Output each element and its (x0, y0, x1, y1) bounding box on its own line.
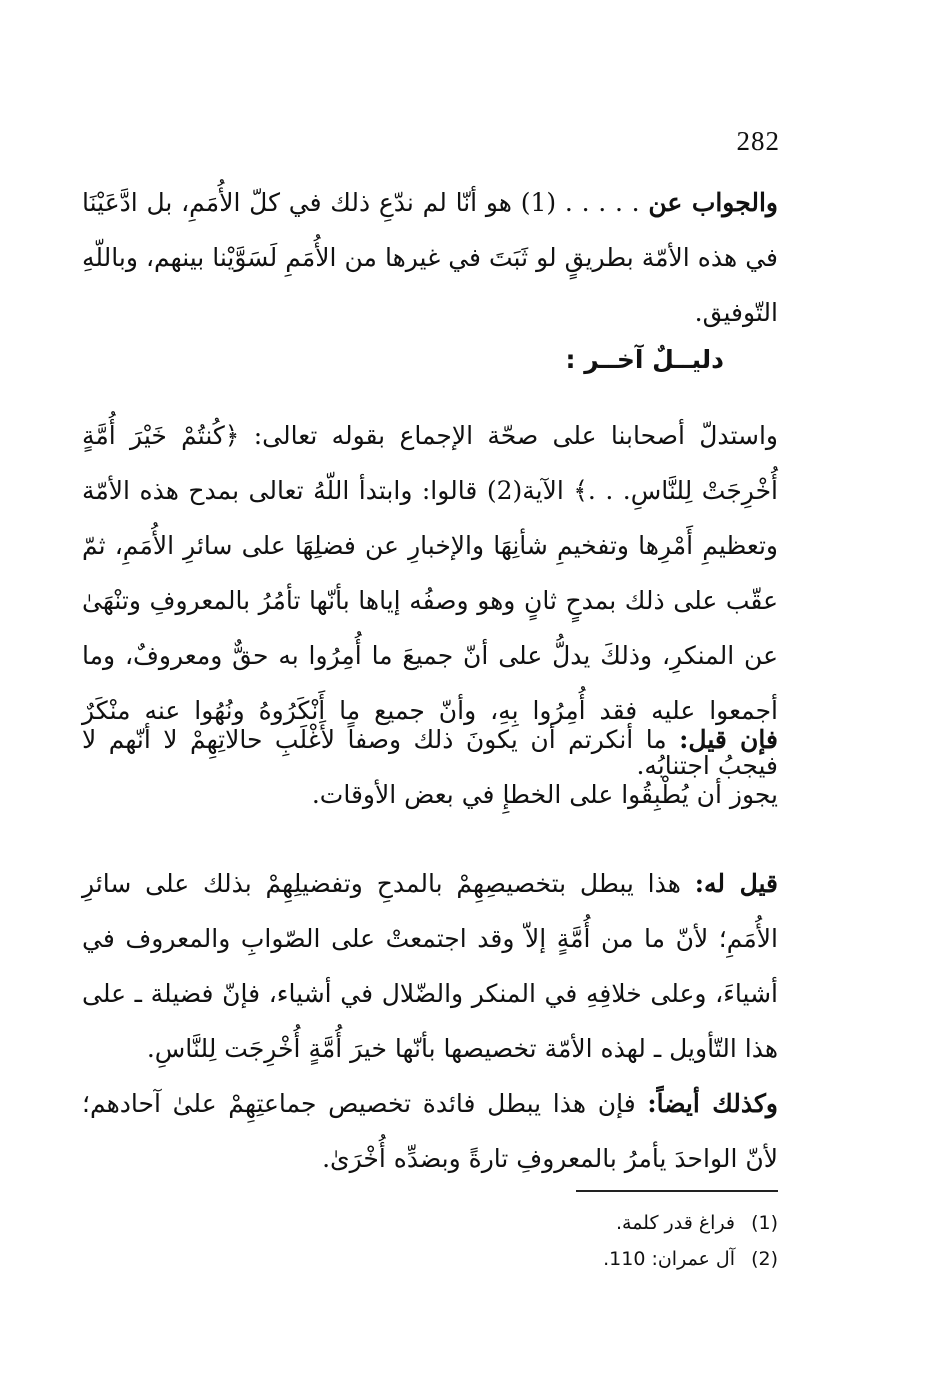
footnote-1 (616, 1208, 778, 1238)
footnote-2 (603, 1244, 778, 1274)
paragraph-reply (82, 856, 778, 1076)
paragraph-text: فإن هذا يبطل فائدة تخصيص جماعتِهِمْ علىٰ آحادهم؛ لأنّ الواحدَ يأمرُ بالمعروفِ تارةً وبضدِّه أُخْرَىٰ. (82, 1089, 778, 1173)
footnote-number: (1) (751, 1212, 778, 1234)
paragraph-text: . . . . . (1) هو أنّا لم ندّعِ ذلك في كلّ الأُمَمِ، بل ادَّعَيْنَا في هذه الأمّة بطريقٍ لو ثَبَتَ في غيرها من الأُمَمِ لَسَوَّيْنا بينهم، وباللّهِ التّوفيق. (82, 188, 778, 327)
paragraph-lead: قيل له: (694, 869, 778, 898)
paragraph-additionally (82, 1076, 778, 1186)
footnote-number: (2) (751, 1248, 778, 1270)
footnote-text: آل عمران: 110. (603, 1248, 736, 1270)
paragraph-lead: فإن قيل: (679, 725, 778, 754)
section-heading: دليــلٌ آخــر : (565, 345, 724, 374)
paragraph-answer (82, 175, 778, 340)
paragraph-objection (82, 712, 778, 822)
paragraph-text: ما أنكرتم أن يكونَ ذلك وصفاً لأَغْلَبِ حالاتِهِمْ لا أنّهم لا يجوز أن يُطْبِقُوا على الخطإِ في بعض الأوقات. (82, 725, 778, 809)
paragraph-lead: وكذلك أيضاً: (647, 1089, 778, 1118)
paragraph-text: واستدلّ أصحابنا على صحّة الإجماع بقوله تعالى: ﴿كُنتُمْ خَيْرَ أُمَّةٍ أُخْرِجَتْ لِلنَّاسِ. . .﴾ الآية(2) قالوا: وابتدأ اللّهُ تعالى بمدح هذه الأمّة وتعظيمِ أَمْرِها وتفخيمِ شأنِهَا والإخبارِ عن فضلِهَا على سائرِ الأُمَمِ، ثمّ عقّب على ذلك بمدحٍ ثانٍ وهو وصفُه إياها بأنّها تأمُرُ بالمعروفِ وتنْهَىٰ عن المنكرِ، وذلكَ يدلُّ على أنّ جميعَ ما أُمِرُوا به حقٌّ ومعروفٌ، وما أجمعوا عليه فقد أُمِرُوا بِهِ، وأنّ جميع ما أَنْكَرُوهُ ونُهُوا عنه منْكَرٌ فيجبُ اجتنابُه. (82, 421, 778, 780)
page-number: 282 (736, 126, 780, 156)
paragraph-text: هذا يبطل بتخصيصِهِمْ بالمدحِ وتفضيلِهِمْ بذلك على سائرِ الأُمَمِ؛ لأنّ ما من أُمَّةٍ إلاّ وقد اجتمعتْ على الصّوابِ والمعروف في أشياءَ، وعلى خلافِهِ في المنكر والضّلال في أشياء، فإنّ فضيلة ـ على هذا التّأويل ـ لهذه الأمّة تخصيصها بأنّها خيرَ أُمَّةٍ أُخْرِجَت لِلنَّاسِ. (82, 869, 778, 1063)
footnote-text: فراغ قدر كلمة. (615, 1212, 736, 1234)
footnote-divider (576, 1190, 778, 1192)
paragraph-lead: والجواب عن (648, 188, 778, 217)
